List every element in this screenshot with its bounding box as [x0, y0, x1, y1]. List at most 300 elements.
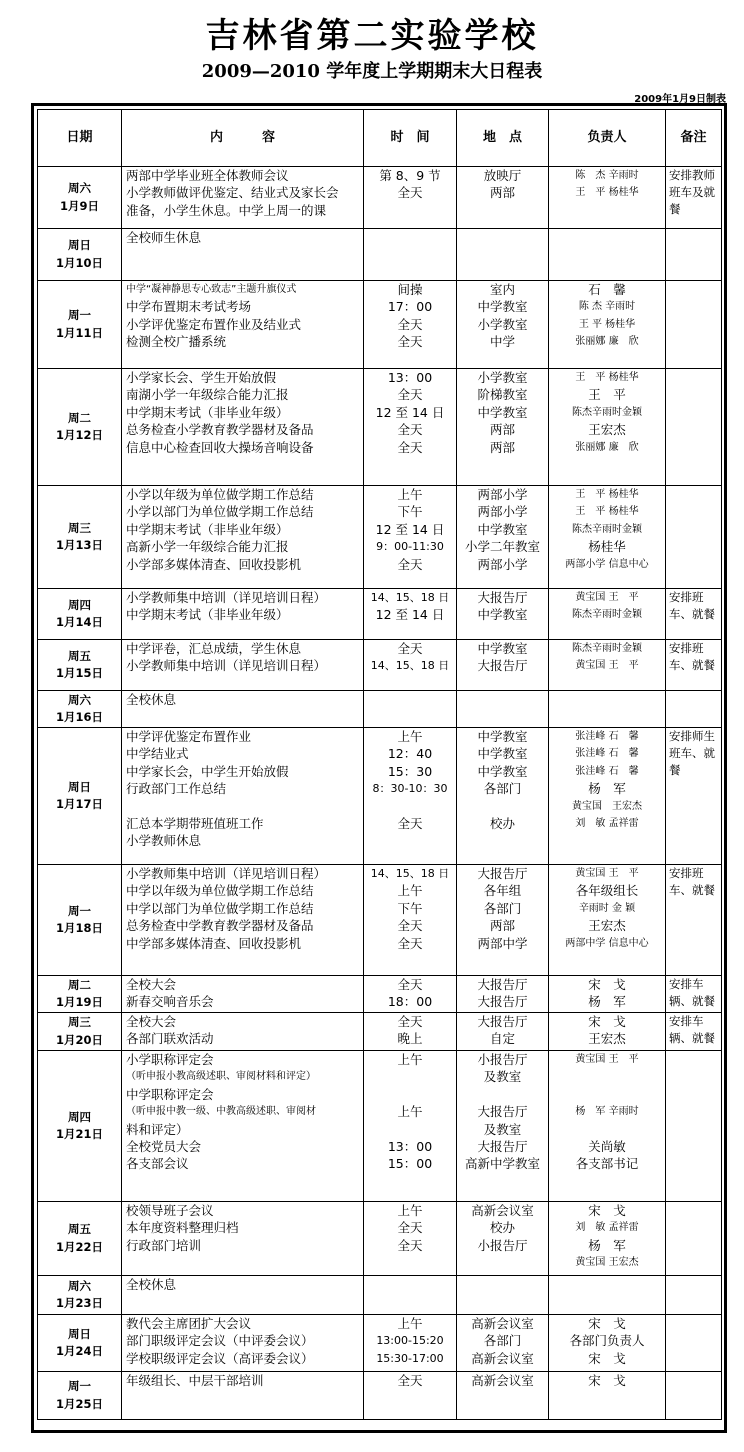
content-cell: [122, 369, 364, 486]
weekday-label: 周日: [68, 779, 91, 794]
place-line: 中学教室: [477, 641, 528, 656]
time-line: 下午: [397, 900, 423, 916]
time-line: 上午: [397, 487, 423, 502]
person-line: 黄宝国 王 平: [575, 660, 639, 672]
day-cell: [38, 229, 122, 281]
time-line: [364, 1068, 456, 1085]
content-line: 小学教师集中培训（详见培训日程）: [126, 866, 327, 881]
content-line: 教代会主席团扩大会议: [126, 1316, 252, 1331]
time-line: 上午: [397, 1203, 423, 1218]
table-header-row: [38, 110, 722, 167]
day-cell: [38, 486, 122, 589]
person-line: 各年级组长: [575, 883, 639, 899]
place-line: 大报告厅: [477, 977, 528, 992]
content-line: 中学布置期末考试考场: [126, 299, 252, 315]
content-cell: [122, 728, 364, 865]
day-cell: [38, 1051, 122, 1202]
place-line: 高新会议室: [471, 1316, 534, 1331]
place-cell: [457, 1051, 549, 1202]
person-line: 张洼峰 石 馨: [575, 731, 639, 742]
place-line: 各年组: [483, 883, 522, 899]
content-line: 全校大会: [126, 1014, 177, 1029]
person-cell: [549, 691, 666, 728]
person-cell: [549, 1202, 666, 1276]
person-line: 石 馨: [588, 282, 626, 297]
note-cell: [666, 1372, 722, 1420]
person-line: 王 平 杨桂华: [575, 187, 639, 199]
time-line: 12：40: [387, 746, 433, 762]
place-line: 校办: [489, 815, 515, 831]
content-line: 检测全校广播系统: [126, 334, 227, 350]
content-line: 本年度资料整理归档: [126, 1220, 239, 1236]
time-cell: [364, 1276, 457, 1315]
place-line: 小学二年教室: [464, 539, 540, 555]
person-line: 王宏杰: [588, 422, 626, 438]
time-line: 全天: [397, 1237, 423, 1253]
note-cell: [666, 281, 722, 369]
schedule-row: [38, 976, 722, 1013]
time-line: [364, 832, 456, 849]
content-line: 小学评优鉴定布置作业及结业式: [126, 316, 302, 332]
content-line: 小学部多媒体清查、回收投影机: [126, 556, 302, 572]
date-label: 1月18日: [55, 921, 103, 935]
schedule-row: [38, 1315, 722, 1372]
place-line: 两部: [489, 918, 515, 934]
content-line: 总务检查中学教育教学器材及备品: [126, 918, 314, 934]
content-cell: [122, 229, 364, 281]
content-line: 小学以年级为单位做学期工作总结: [126, 487, 314, 502]
person-cell: [549, 1276, 666, 1315]
person-line: 陈 杰 辛雨时: [578, 301, 636, 313]
place-cell: [457, 369, 549, 486]
time-line: 全天: [397, 1014, 423, 1029]
content-cell: [122, 640, 364, 691]
schedule-row: [38, 1276, 722, 1315]
place-line: 小报告厅: [477, 1237, 528, 1253]
content-line: 准备，小学生休息。中学上周一的课: [126, 202, 327, 218]
place-cell: [457, 1202, 549, 1276]
date-label: 1月22日: [55, 1239, 103, 1254]
person-cell: [549, 167, 666, 229]
note-cell: 安排班车、就餐: [666, 640, 722, 691]
place-line: 大报告厅: [477, 658, 528, 674]
schedule-row: [38, 369, 722, 486]
place-line: 中学教室: [477, 404, 528, 420]
time-line: 14、15、18 日: [370, 659, 450, 673]
content-line: 两部中学毕业班全体教师会议: [126, 168, 289, 183]
content-cell: [122, 1013, 364, 1051]
person-line: 杨 军: [588, 1237, 626, 1253]
person-line: [549, 1121, 665, 1138]
person-line: 宋 戈: [588, 1203, 626, 1218]
content-line: 小学以部门为单位做学期工作总结: [126, 504, 314, 520]
note-cell: 安排教师班车及就餐: [666, 167, 722, 229]
day-cell: [38, 1276, 122, 1315]
time-line: [364, 798, 456, 815]
date-label: 1月9日: [59, 198, 99, 213]
person-line: 辛雨时 金 颖: [578, 902, 636, 914]
time-cell: [364, 976, 457, 1013]
content-line: 小学教师集中培训（详见培训日程）: [126, 590, 327, 605]
place-line: 高新会议室: [471, 1203, 534, 1218]
person-line: 杨 军: [588, 994, 626, 1010]
content-cell: [122, 1372, 364, 1420]
day-cell: [38, 1372, 122, 1420]
person-line: [549, 1068, 665, 1085]
content-line: 行政部门培训: [126, 1237, 202, 1253]
note-cell: 安排车辆、就餐: [666, 1013, 722, 1051]
person-cell: [549, 640, 666, 691]
time-line: 全天: [397, 316, 423, 332]
date-label: 1月16日: [55, 710, 103, 724]
content-line: 中学期末考试（非毕业年级）: [126, 521, 289, 537]
schedule-body: [38, 167, 722, 1420]
content-line: 高新小学一年级综合能力汇报: [126, 539, 289, 555]
time-line: 全天: [397, 1220, 423, 1236]
place-line: 放映厅: [483, 168, 522, 183]
place-cell: [457, 728, 549, 865]
date-label: 1月19日: [55, 995, 103, 1009]
day-cell: [38, 728, 122, 865]
time-line: 下午: [397, 504, 423, 520]
date-label: 1月10日: [55, 255, 103, 270]
content-cell: [122, 1202, 364, 1276]
note-cell: [666, 229, 722, 281]
note-cell: [666, 1202, 722, 1276]
person-line: 两部小学 信息中心: [565, 558, 649, 570]
time-cell: [364, 640, 457, 691]
content-line: 行政部门工作总结: [126, 781, 227, 797]
content-cell: [122, 589, 364, 640]
person-line: 张丽娜 廉 欣: [575, 336, 639, 348]
place-cell: [457, 640, 549, 691]
time-cell: [364, 1202, 457, 1276]
place-line: 大报告厅: [477, 1014, 528, 1029]
content-cell: [122, 1051, 364, 1202]
place-line: 两部: [489, 439, 515, 455]
person-cell: [549, 486, 666, 589]
time-cell: [364, 1051, 457, 1202]
person-line: 刘 敏 孟祥雷: [575, 1222, 639, 1234]
date-label: 1月17日: [55, 797, 103, 811]
place-line: 小报告厅: [477, 1052, 528, 1067]
time-cell: [364, 167, 457, 229]
content-line: 中学以部门为单位做学期工作总结: [126, 900, 314, 916]
time-line: 全天: [397, 185, 423, 201]
time-cell: [364, 369, 457, 486]
note-cell: [666, 369, 722, 486]
content-line: 各支部会议: [126, 1156, 189, 1172]
content-cell: [122, 167, 364, 229]
person-cell: [549, 1013, 666, 1051]
content-line: 汇总本学期带班值班工作: [126, 815, 264, 831]
time-line: 18：00: [387, 994, 433, 1010]
time-line: 全天: [397, 977, 423, 992]
person-line: 杨 军: [588, 781, 626, 797]
content-line: 南湖小学一年级综合能力汇报: [126, 387, 289, 403]
content-line: 中学职称评定会: [126, 1086, 214, 1102]
time-line: 全天: [397, 1373, 423, 1388]
note-cell: [666, 486, 722, 589]
place-line: 高新中学教室: [464, 1156, 540, 1172]
place-line: 两部: [489, 422, 515, 438]
place-line: 各部门: [483, 781, 522, 797]
time-line: 全天: [397, 815, 423, 831]
place-line: 两部: [489, 185, 515, 201]
time-line: 8：30-10：30: [372, 782, 448, 796]
place-cell: [457, 691, 549, 728]
person-cell: [549, 728, 666, 865]
schedule-row: [38, 281, 722, 369]
time-line: 12 至 14 日: [375, 404, 445, 420]
weekday-label: 周二: [68, 977, 91, 992]
place-line: 中学教室: [477, 521, 528, 537]
person-line: 王宏杰: [588, 1031, 626, 1047]
day-cell: [38, 1202, 122, 1276]
schedule-row: [38, 640, 722, 691]
person-line: 宋 戈: [588, 977, 626, 992]
note-cell: 安排班车、就餐: [666, 589, 722, 640]
person-line: 宋 戈: [588, 1014, 626, 1029]
content-cell: [122, 691, 364, 728]
header-note: 备注: [666, 110, 722, 167]
person-line: 各支部书记: [575, 1156, 639, 1172]
place-line: 中学教室: [477, 746, 528, 762]
content-line: 小学教师休息: [126, 833, 202, 849]
person-line: 杨桂华: [588, 539, 626, 555]
content-line: 全校休息: [126, 1277, 177, 1292]
content-line: （听申报中教一级、中教高级述职、审阅材: [126, 1106, 316, 1118]
content-line: 中学家长会，中学生开始放假: [126, 763, 289, 779]
schedule-row: [38, 728, 722, 865]
time-line: 全天: [397, 918, 423, 934]
place-cell: [457, 1013, 549, 1051]
time-line: 15：00: [387, 1156, 433, 1172]
time-line: 17：00: [387, 299, 433, 315]
place-line: 阶梯教室: [477, 387, 528, 403]
person-line: 王 平 杨桂华: [575, 489, 639, 500]
place-line: 两部中学: [477, 935, 528, 951]
content-line: 总务检查小学教育教学器材及备品: [126, 422, 314, 438]
place-line: 高新会议室: [471, 1373, 534, 1388]
place-line: 中学教室: [477, 607, 528, 623]
date-label: 1月11日: [55, 325, 103, 340]
person-line: 刘 敏 孟祥雷: [575, 817, 639, 829]
date-label: 1月20日: [55, 1032, 103, 1047]
content-line: 小学家长会、学生开始放假: [126, 370, 277, 385]
time-line: 15：30: [387, 763, 433, 779]
content-line: 中学期末考试（非毕业年级）: [126, 404, 289, 420]
place-line: 大报告厅: [477, 994, 528, 1010]
schedule-row: [38, 486, 722, 589]
note-cell: 安排车辆、就餐: [666, 976, 722, 1013]
content-cell: [122, 486, 364, 589]
person-cell: [549, 229, 666, 281]
person-line: 关尚敏: [588, 1138, 626, 1154]
person-line: 两部中学 信息中心: [565, 937, 649, 949]
weekday-label: 周五: [68, 1222, 91, 1237]
time-line: 全天: [397, 641, 423, 656]
content-line: 中学“凝神静思专心致志”主题升旗仪式: [126, 284, 297, 295]
person-line: 黄宝国 王 平: [575, 868, 639, 879]
place-line: 大报告厅: [477, 590, 528, 605]
time-line: 13:00-15:20: [376, 1334, 444, 1348]
content-cell: [122, 281, 364, 369]
weekday-label: 周日: [68, 1326, 91, 1341]
time-line: 全天: [397, 387, 423, 403]
person-line: 王 平 杨桂华: [578, 318, 636, 330]
time-line: 9：00-11:30: [376, 540, 444, 554]
person-line: 张洼峰 石 馨: [575, 765, 639, 777]
note-cell: [666, 1315, 722, 1372]
header-content: 内 容: [122, 110, 364, 167]
content-cell: [122, 1276, 364, 1315]
made-date: 2009年1月9日制表: [634, 94, 726, 105]
time-line: 全天: [397, 439, 423, 455]
person-line: 王 平 杨桂华: [575, 506, 639, 518]
content-line: 信息中心检查回收大操场音响设备: [126, 439, 314, 455]
person-cell: [549, 369, 666, 486]
day-cell: [38, 976, 122, 1013]
place-line: 中学教室: [477, 729, 528, 744]
time-line: 上午: [397, 729, 423, 744]
person-cell: [549, 281, 666, 369]
person-line: 王宏杰: [588, 918, 626, 934]
time-cell: [364, 1315, 457, 1372]
time-line: 15:30-17:00: [376, 1351, 444, 1365]
place-line: 小学教室: [477, 316, 528, 332]
person-cell: [549, 865, 666, 976]
content-cell: [122, 865, 364, 976]
time-line: 晚上: [397, 1031, 423, 1047]
day-cell: [38, 369, 122, 486]
content-line: 中学期末考试（非毕业年级）: [126, 607, 289, 623]
note-cell: [666, 691, 722, 728]
place-cell: [457, 281, 549, 369]
place-line: 两部小学: [477, 504, 528, 520]
content-line: 中学部多媒体清查、回收投影机: [126, 935, 302, 951]
person-line: 陈杰辛雨时金颖: [572, 523, 642, 535]
time-line: [364, 1086, 456, 1103]
weekday-label: 周二: [68, 410, 91, 425]
content-line: [126, 798, 363, 815]
person-line: [549, 1086, 665, 1103]
place-line: [457, 832, 548, 849]
place-cell: [457, 167, 549, 229]
place-cell: [457, 589, 549, 640]
time-line: 上午: [397, 1316, 423, 1331]
weekday-label: 周一: [68, 308, 91, 323]
person-line: 王 平 杨桂华: [575, 372, 639, 383]
content-cell: [122, 976, 364, 1013]
time-cell: [364, 589, 457, 640]
schedule-row: [38, 1013, 722, 1051]
time-line: 12 至 14 日: [375, 521, 445, 537]
day-cell: [38, 865, 122, 976]
content-line: 部门职级评定会议（中评委会议）: [126, 1333, 314, 1349]
schedule-row: [38, 1202, 722, 1276]
place-cell: [457, 229, 549, 281]
content-line: 小学教师集中培训（详见培训日程）: [126, 658, 327, 674]
weekday-label: 周一: [68, 1379, 91, 1394]
time-line: 上午: [397, 1052, 423, 1067]
weekday-label: 周四: [68, 1109, 91, 1124]
person-line: 陈杰辛雨时金颖: [572, 609, 642, 621]
content-line: 中学评卷，汇总成绩，学生休息: [126, 641, 302, 656]
header-place: 地 点: [457, 110, 549, 167]
schedule-row: [38, 865, 722, 976]
place-line: 高新会议室: [471, 1350, 534, 1366]
school-title: 吉林省第二实验学校: [205, 16, 539, 56]
place-line: 大报告厅: [477, 1138, 528, 1154]
time-line: 第 8、9 节: [379, 168, 441, 183]
content-line: 新春交响音乐会: [126, 994, 214, 1010]
person-line: 杨 军 辛雨时: [575, 1106, 639, 1118]
weekday-label: 周六: [68, 1278, 91, 1293]
place-line: 中学教室: [477, 299, 528, 315]
time-line: 13：00: [387, 370, 433, 385]
time-cell: [364, 691, 457, 728]
content-cell: [122, 1315, 364, 1372]
time-cell: [364, 1013, 457, 1051]
header-person: 负责人: [549, 110, 666, 167]
weekday-label: 周六: [68, 181, 91, 196]
time-line: 上午: [397, 1104, 423, 1120]
schedule-row: [38, 1051, 722, 1202]
header-date: 日期: [38, 110, 122, 167]
person-line: 黄宝国 王 平: [575, 592, 639, 603]
day-cell: [38, 589, 122, 640]
day-cell: [38, 691, 122, 728]
person-line: 张洼峰 石 馨: [575, 748, 639, 760]
person-line: 宋 戈: [588, 1350, 626, 1366]
weekday-label: 周一: [68, 903, 91, 918]
time-line: 14、15、18 日: [370, 591, 450, 604]
place-cell: [457, 1372, 549, 1420]
time-line: 全天: [397, 334, 423, 350]
time-cell: [364, 281, 457, 369]
person-line: 各部门负责人: [569, 1333, 645, 1349]
person-line: [549, 832, 665, 849]
content-line: 中学结业式: [126, 746, 189, 762]
time-line: 上午: [397, 883, 423, 899]
place-line: 大报告厅: [477, 1104, 528, 1120]
time-line: [364, 1121, 456, 1138]
place-line: 各部门: [483, 1333, 522, 1349]
place-line: 各部门: [483, 900, 522, 916]
time-line: 13：00: [387, 1138, 433, 1154]
date-label: 1月25日: [55, 1396, 103, 1411]
note-cell: [666, 1276, 722, 1315]
place-line: 自定: [489, 1031, 515, 1047]
place-line: 及教室: [483, 1121, 522, 1137]
place-line: 室内: [489, 282, 515, 297]
day-cell: [38, 1315, 122, 1372]
place-line: 两部小学: [477, 487, 528, 502]
place-cell: [457, 976, 549, 1013]
time-cell: [364, 728, 457, 865]
person-cell: [549, 1372, 666, 1420]
person-cell: [549, 1051, 666, 1202]
content-line: 全校大会: [126, 977, 177, 992]
time-line: 间操: [397, 282, 423, 297]
person-cell: [549, 589, 666, 640]
content-line: 全校党员大会: [126, 1138, 202, 1154]
schedule-row: [38, 167, 722, 229]
day-cell: [38, 640, 122, 691]
note-cell: [666, 1051, 722, 1202]
content-line: 全校师生休息: [126, 230, 202, 245]
